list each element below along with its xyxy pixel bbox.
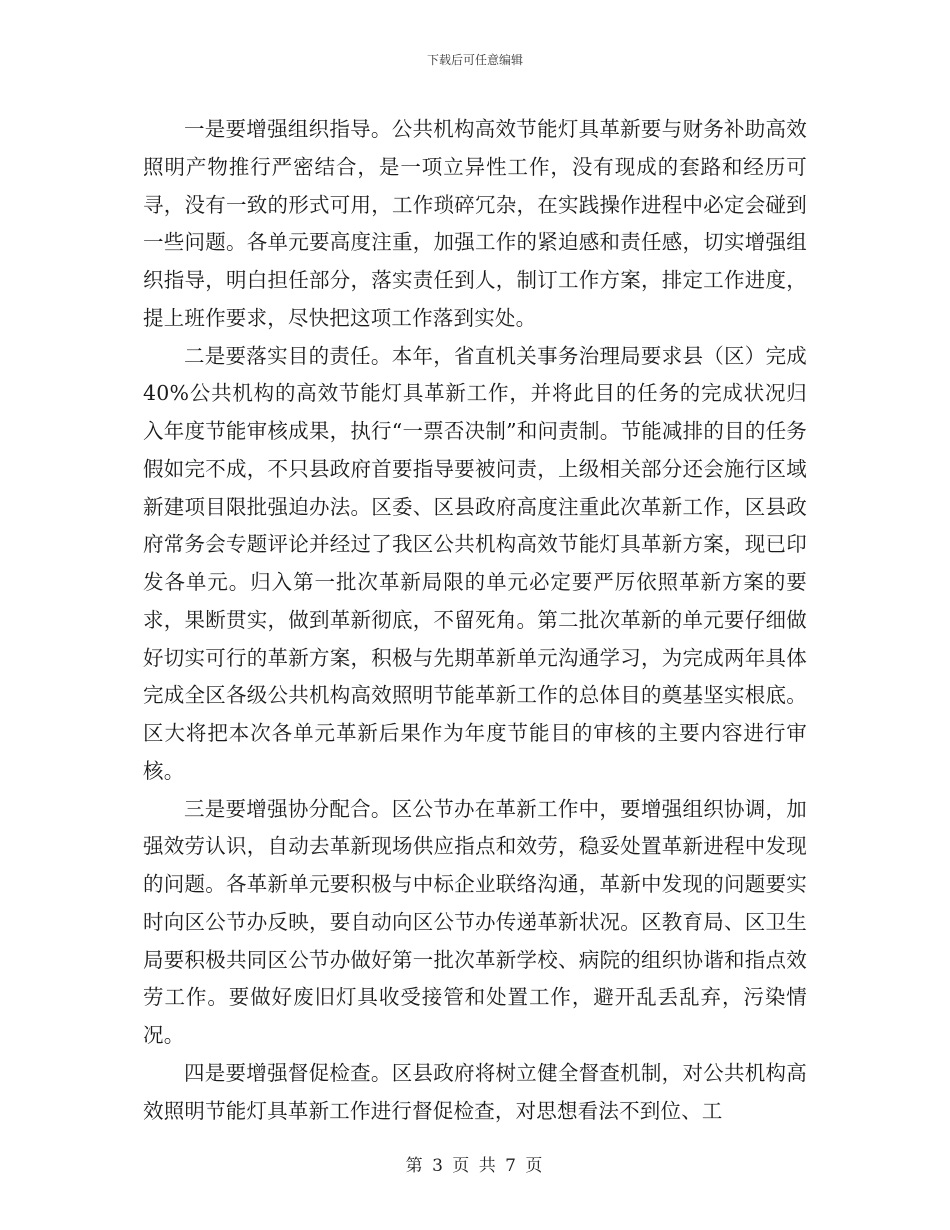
paragraph-4: 四是要增强督促检查。区县政府将树立健全督查机制，对公共机构高效照明节能灯具革新工作进行督促检查，对思想看法不到位、工 bbox=[143, 1060, 807, 1123]
document-body bbox=[143, 111, 807, 1130]
paragraph-1: 一是要增强组织指导。公共机构高效节能灯具革新要与财务补助高效照明产物推行严密结合，是一项立异性工作，没有现成的套路和经历可寻，没有一致的形式可用，工作琐碎冗杂，在实践操作进程中必定会碰到一些问题。各单元要高度注重，加强工作的紧迫感和责任感，切实增强组织指导，明白担任部分，落实责任到人，制订工作方案，排定工作进度，提上班作要求，尽快把这项工作落到实处。 bbox=[143, 117, 807, 330]
paragraph-3: 三是要增强协分配合。区公节办在革新工作中，要增强组织协调，加强效劳认识，自动去革新现场供应指点和效劳，稳妥处置革新进程中发现的问题。各革新单元要积极与中标企业联络沟通，革新中发现的问题要实时向区公节办反映，要自动向区公节办传递革新状况。区教育局、区卫生局要积极共同区公节办做好第一批次革新学校、病院的组织协谐和指点效劳工作。要做好废旧灯具收受接管和处置工作，避开乱丢乱弃，污染情况。 bbox=[143, 796, 807, 1047]
page-header: 下载后可任意编辑 bbox=[426, 53, 523, 67]
paragraph-2: 二是要落实目的责任。本年，省直机关事务治理局要求县（区）完成40%公共机构的高效节能灯具革新工作，并将此目的任务的完成状况归入年度节能审核成果，执行“一票否决制”和问责制。节能减排的目的任务假如完不成，不只县政府首要指导要被问责，上级相关部分还会施行区域新建项目限批强迫办法。区委、区县政府高度注重此次革新工作，区县政府常务会专题评论并经过了我区公共机构高效节能灯具革新方案，现已印发各单元。归入第一批次革新局限的单元必定要严厉依照革新方案的要求，果断贯实，做到革新彻底，不留死角。第二批次革新的单元要仔细做好切实可行的革新方案，积极与先期革新单元沟通学习，为完成两年具体完成全区各级公共机构高效照明节能革新工作的总体目的奠基坚实根底。区大将把本次各单元革新后果作为年度节能目的审核的主要内容进行审核。 bbox=[143, 343, 807, 783]
page-number-footer: 第 3 页 共 7 页 bbox=[405, 1156, 545, 1176]
